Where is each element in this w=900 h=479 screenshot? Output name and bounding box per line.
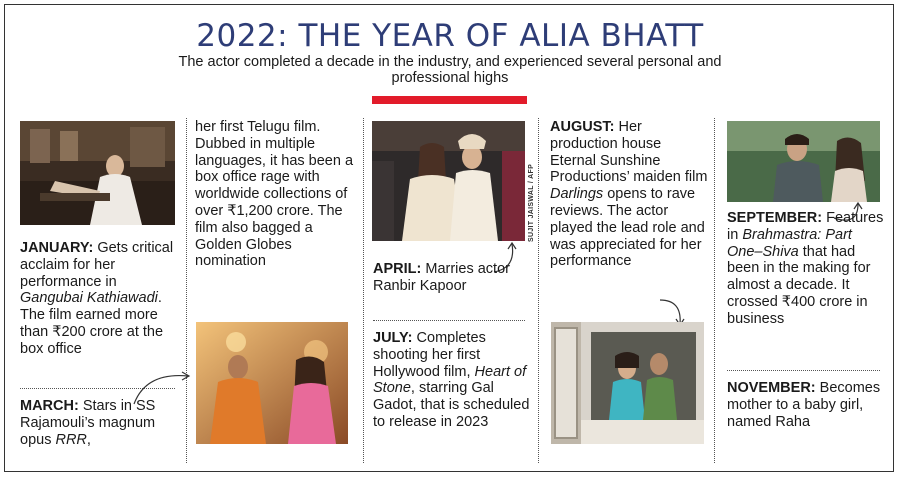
film-title: Gangubai Kathiawadi (20, 290, 158, 307)
page-title: 2022: THE YEAR OF ALIA BHATT (196, 18, 704, 54)
photo-rrr (196, 322, 348, 444)
entry-july: JULY: Completes shooting her first Hollywood film, Heart of Stone, starring Gal Gadot, that is scheduled to release in 2023 (373, 330, 530, 430)
film-title: RRR (55, 431, 87, 448)
accent-bar (372, 96, 527, 104)
column-divider (363, 118, 364, 463)
entry-january: JANUARY: Gets critical acclaim for her performance in Gangubai Kathiawadi. The film earned more than ₹200 crore at the box office (20, 240, 174, 357)
entry-divider (727, 370, 880, 371)
entry-november: NOVEMBER: Becomes mother to a baby girl, named Raha (727, 380, 881, 430)
film-title: Darlings (550, 186, 604, 203)
curved-arrow-icon (128, 368, 198, 408)
entry-august: AUGUST: Her production house Eternal Sunshine Productions’ maiden film Darlings opens to rave reviews. The actor played the lead role and was appreciated for her performance (550, 119, 708, 270)
page-subtitle: The actor completed a decade in the industry, and experienced several personal and professional highs (178, 54, 722, 86)
photo-credit: SUJIT JAISWAL / AFP (528, 163, 535, 242)
photo-darlings (551, 322, 704, 444)
photo-brahmastra (727, 121, 880, 202)
month-label: APRIL: (373, 261, 422, 277)
film-title: Brahmastra: Part One–Shiva (727, 226, 852, 260)
month-label: SEPTEMBER: (727, 210, 823, 226)
photo-gangubai (20, 121, 175, 225)
entry-september: SEPTEMBER: Features in Brahmastra: Part One–Shiva that had been in the making for almost a decade. It crossed ₹400 crore in business (727, 210, 884, 327)
column-divider (538, 118, 539, 463)
photo-wedding (372, 121, 525, 241)
entry-april: APRIL: Marries actor Ranbir Kapoor (373, 261, 510, 294)
month-label: MARCH: (20, 398, 79, 414)
month-label: AUGUST: (550, 119, 615, 135)
film-title: Heart of Stone (373, 363, 527, 397)
entry-march-continued: her first Telugu film. Dubbed in multiple languages, it has been a box office rage with worldwide collections of over ₹1,200 crore. The film also bagged a Golden Globes nomination (195, 119, 354, 270)
month-label: JANUARY: (20, 240, 94, 256)
entry-march: MARCH: Stars in SS Rajamouli’s magnum opus RRR, (20, 398, 156, 448)
month-label: NOVEMBER: (727, 380, 816, 396)
month-label: JULY: (373, 330, 413, 346)
column-divider (714, 118, 715, 463)
column-divider (186, 118, 187, 463)
entry-divider (373, 320, 525, 321)
